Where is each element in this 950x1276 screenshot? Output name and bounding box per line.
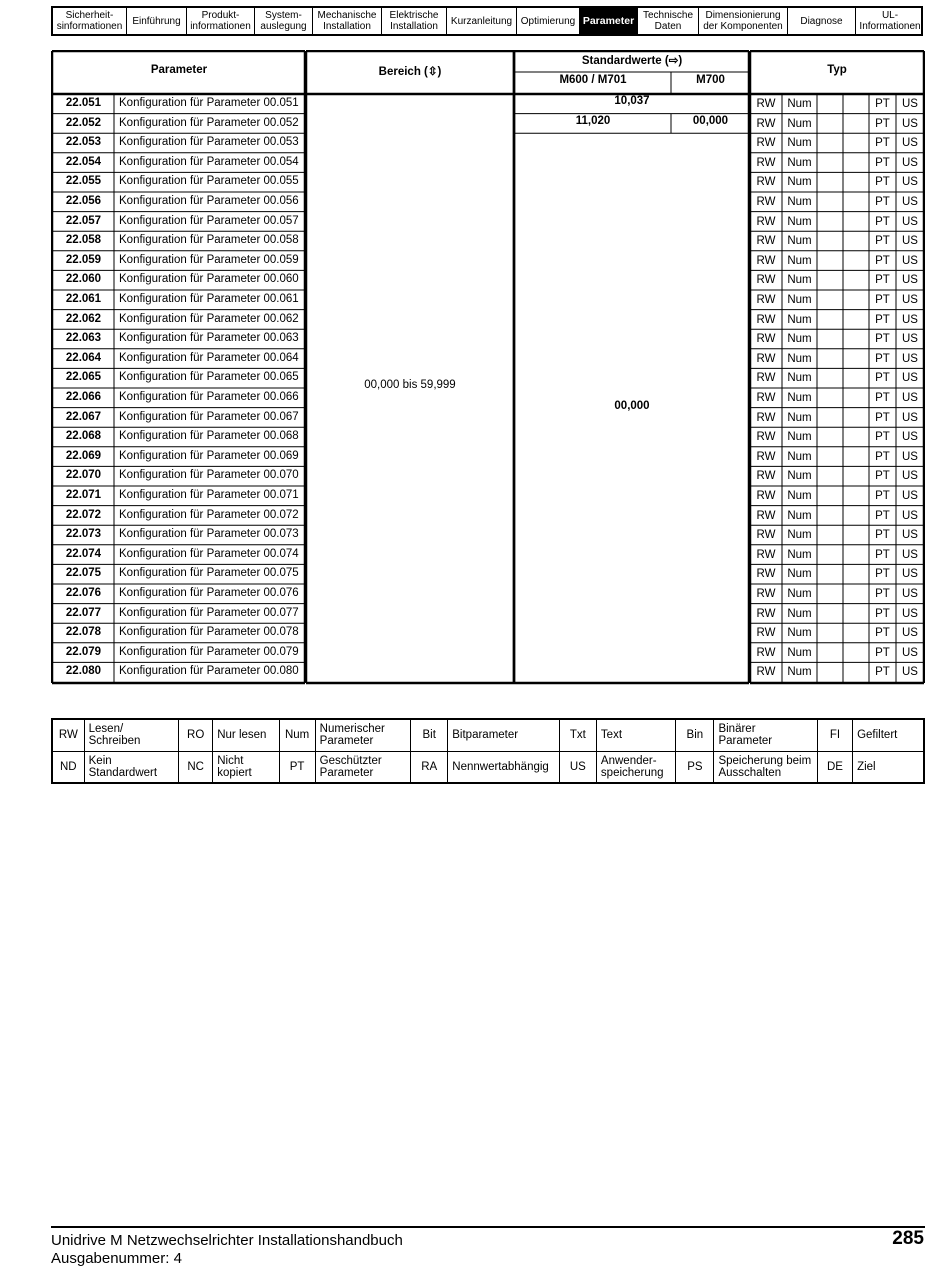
legend-abbr: Bit — [411, 719, 448, 751]
type-cell: US — [902, 98, 918, 110]
range-value: 00,000 bis 59,999 — [364, 379, 456, 391]
type-cell: PT — [875, 548, 890, 561]
type-cell: Num — [787, 176, 812, 189]
type-cell: PT — [875, 529, 890, 542]
type-cell: US — [902, 392, 918, 404]
param-id: 22.075 — [65, 567, 102, 580]
legend-abbr: Txt — [559, 719, 596, 751]
type-cell: Num — [787, 607, 812, 620]
param-id: 22.061 — [65, 293, 102, 305]
type-cell: US — [902, 588, 918, 600]
type-cell: RW — [756, 490, 776, 502]
type-cell: Num — [787, 431, 812, 444]
legend-text: Lesen/ Schreiben — [84, 719, 178, 751]
type-cell: US — [902, 352, 918, 365]
footer-issue: Ausgabenummer: 4 — [51, 1250, 182, 1267]
type-cell: Num — [787, 646, 812, 659]
type-cell: RW — [756, 137, 776, 150]
type-cell: Num — [787, 235, 812, 248]
type-cell: Num — [787, 392, 812, 404]
legend-text: Nur lesen — [213, 719, 279, 751]
type-cell: RW — [756, 176, 776, 189]
tab-parameter[interactable]: Parameter — [580, 8, 638, 34]
param-id: 22.058 — [65, 234, 102, 247]
param-id: 22.069 — [65, 449, 102, 462]
param-description: Konfiguration für Parameter 00.070 — [119, 469, 299, 482]
type-cell: RW — [756, 352, 776, 365]
param-id: 22.054 — [65, 155, 102, 168]
footer-rule — [51, 1226, 925, 1228]
type-cell: US — [902, 529, 918, 542]
type-cell: PT — [875, 392, 890, 404]
param-id: 22.051 — [65, 97, 102, 109]
param-description: Konfiguration für Parameter 00.076 — [119, 587, 299, 599]
param-id: 22.057 — [65, 214, 102, 227]
type-cell: Num — [787, 313, 812, 326]
param-id: 22.077 — [65, 606, 102, 619]
type-cell: RW — [756, 235, 776, 248]
param-description: Konfiguration für Parameter 00.079 — [119, 645, 299, 658]
type-cell: RW — [756, 372, 776, 385]
type-cell: RW — [756, 470, 776, 483]
type-cell: PT — [875, 176, 890, 189]
param-id: 22.052 — [65, 116, 102, 129]
param-description: Konfiguration für Parameter 00.054 — [119, 155, 299, 168]
type-cell: Num — [787, 666, 812, 679]
param-description: Konfiguration für Parameter 00.068 — [119, 430, 299, 443]
type-cell: Num — [787, 196, 812, 208]
type-cell: PT — [875, 313, 890, 326]
type-cell: US — [902, 215, 918, 228]
type-cell: RW — [756, 313, 776, 326]
type-cell: PT — [875, 117, 890, 130]
type-cell: Num — [787, 548, 812, 561]
tab-sicherheit-sinformationen[interactable]: Sicherheit- sinformationen — [53, 8, 127, 34]
type-cell: PT — [875, 156, 890, 169]
type-cell: PT — [875, 254, 890, 267]
type-cell: RW — [756, 411, 776, 424]
param-description: Konfiguration für Parameter 00.056 — [119, 195, 299, 207]
type-cell: RW — [756, 607, 776, 620]
param-description: Konfiguration für Parameter 00.058 — [119, 234, 299, 247]
type-cell: RW — [756, 568, 776, 581]
param-description: Konfiguration für Parameter 00.069 — [119, 449, 299, 462]
type-cell: RW — [756, 156, 776, 169]
type-cell: US — [902, 627, 918, 640]
param-id: 22.065 — [65, 371, 102, 384]
type-cell: Num — [787, 470, 812, 483]
tab-produkt-informationen[interactable]: Produkt- informationen — [187, 8, 255, 34]
tab-kurzanleitung[interactable]: Kurzanleitung — [447, 8, 517, 34]
param-description: Konfiguration für Parameter 00.072 — [119, 508, 299, 521]
param-id: 22.071 — [65, 489, 102, 501]
legend-text: Ziel — [853, 751, 924, 783]
default-value-common: 00,000 — [614, 400, 650, 412]
param-description: Konfiguration für Parameter 00.063 — [119, 332, 299, 345]
legend-abbr: RA — [411, 751, 448, 783]
type-cell: RW — [756, 548, 776, 561]
type-cell: US — [902, 509, 918, 522]
param-description: Konfiguration für Parameter 00.066 — [119, 391, 299, 403]
param-id: 22.053 — [65, 136, 102, 149]
type-cell: RW — [756, 627, 776, 640]
header-type: Typ — [827, 64, 847, 76]
legend-abbr: RO — [179, 719, 213, 751]
param-description: Konfiguration für Parameter 00.055 — [119, 175, 299, 188]
param-id: 22.055 — [65, 175, 102, 188]
type-cell: Num — [787, 372, 812, 385]
type-cell: RW — [756, 431, 776, 444]
type-cell: PT — [875, 450, 890, 463]
legend-abbr: RW — [52, 719, 84, 751]
type-cell: US — [902, 156, 918, 169]
parameter-table — [51, 50, 925, 685]
param-id: 22.072 — [65, 508, 102, 521]
type-cell: US — [902, 568, 918, 581]
type-cell: Num — [787, 352, 812, 365]
type-cell: RW — [756, 215, 776, 228]
type-cell: US — [902, 274, 918, 287]
type-cell: RW — [756, 117, 776, 130]
param-description: Konfiguration für Parameter 00.071 — [119, 489, 299, 501]
param-id: 22.060 — [65, 273, 102, 286]
type-cell: PT — [875, 666, 890, 679]
tab-dimensionierung-der-komponenten[interactable]: Dimensionierung der Komponenten — [699, 8, 788, 34]
legend-abbr: US — [559, 751, 596, 783]
param-id: 22.073 — [65, 528, 102, 541]
type-cell: Num — [787, 137, 812, 150]
tab-elektrische-installation[interactable]: Elektrische Installation — [382, 8, 447, 34]
type-cell: US — [902, 254, 918, 267]
legend-abbr: ND — [52, 751, 84, 783]
type-cell: Num — [787, 627, 812, 640]
param-description: Konfiguration für Parameter 00.053 — [119, 136, 299, 149]
type-cell: RW — [756, 450, 776, 463]
type-cell: US — [902, 431, 918, 444]
param-description: Konfiguration für Parameter 00.061 — [119, 293, 299, 305]
type-cell: RW — [756, 392, 776, 404]
type-cell: PT — [875, 137, 890, 150]
param-description: Konfiguration für Parameter 00.078 — [119, 626, 299, 639]
param-description: Konfiguration für Parameter 00.074 — [119, 547, 299, 560]
param-id: 22.067 — [65, 410, 102, 423]
tab-system-auslegung[interactable]: System- auslegung — [255, 8, 313, 34]
legend-abbr: Bin — [676, 719, 714, 751]
param-description: Konfiguration für Parameter 00.060 — [119, 273, 299, 286]
type-cell: PT — [875, 294, 890, 306]
param-id: 22.070 — [65, 469, 102, 482]
tab-ul-informationen[interactable]: UL- Informationen — [859, 10, 921, 32]
header-range: Bereich (⇳) — [378, 66, 442, 78]
type-cell: RW — [756, 274, 776, 287]
type-cell: PT — [875, 352, 890, 365]
param-id: 22.068 — [65, 430, 102, 443]
type-cell: Num — [787, 529, 812, 542]
type-cell: Num — [787, 450, 812, 463]
type-cell: US — [902, 196, 918, 208]
type-cell: US — [902, 137, 918, 150]
type-cell: PT — [875, 235, 890, 248]
param-id: 22.080 — [65, 665, 102, 678]
type-cell: Num — [787, 117, 812, 130]
legend-text: Anwender- speicherung — [596, 751, 675, 783]
type-cell: US — [902, 411, 918, 424]
legend-abbr: FI — [817, 719, 852, 751]
type-cell: US — [902, 294, 918, 306]
type-cell: PT — [875, 98, 890, 110]
default-value-m700: 00,000 — [692, 114, 729, 127]
param-description: Konfiguration für Parameter 00.080 — [119, 665, 299, 678]
type-cell: Num — [787, 274, 812, 287]
param-id: 22.066 — [65, 391, 102, 403]
legend-abbr: NC — [179, 751, 213, 783]
param-description: Konfiguration für Parameter 00.052 — [119, 116, 299, 129]
type-cell: US — [902, 313, 918, 326]
type-cell: Num — [787, 215, 812, 228]
type-cell: RW — [756, 333, 776, 346]
param-id: 22.062 — [65, 312, 102, 325]
type-cell: PT — [875, 215, 890, 228]
legend-text: Speicherung beim Ausschalten — [714, 751, 817, 783]
type-cell: US — [902, 176, 918, 189]
type-cell: RW — [756, 294, 776, 306]
param-description: Konfiguration für Parameter 00.062 — [119, 312, 299, 325]
type-cell: PT — [875, 646, 890, 659]
type-cell: PT — [875, 470, 890, 483]
type-cell: RW — [756, 98, 776, 110]
type-cell: US — [902, 490, 918, 502]
type-cell: PT — [875, 509, 890, 522]
abbreviation-legend — [51, 718, 925, 784]
type-cell: RW — [756, 509, 776, 522]
legend-text: Gefiltert — [853, 719, 924, 751]
param-description: Konfiguration für Parameter 00.051 — [119, 97, 299, 109]
type-cell: US — [902, 333, 918, 346]
legend-text: Geschützter Parameter — [315, 751, 410, 783]
type-cell: Num — [787, 411, 812, 424]
type-cell: US — [902, 372, 918, 385]
type-cell: PT — [875, 568, 890, 581]
type-cell: PT — [875, 411, 890, 424]
param-id: 22.056 — [65, 195, 102, 207]
tab-einführung[interactable]: Einführung — [127, 8, 187, 34]
legend-text: Kein Standardwert — [84, 751, 178, 783]
param-id: 22.076 — [65, 587, 102, 599]
footer-title: Unidrive M Netzwechselrichter Installationshandbuch — [51, 1232, 403, 1249]
param-description: Konfiguration für Parameter 00.077 — [119, 606, 299, 619]
type-cell: RW — [756, 196, 776, 208]
param-description: Konfiguration für Parameter 00.073 — [119, 528, 299, 541]
type-cell: RW — [756, 666, 776, 679]
type-cell: US — [902, 548, 918, 561]
param-description: Konfiguration für Parameter 00.057 — [119, 214, 299, 227]
type-cell: Num — [787, 156, 812, 169]
type-cell: PT — [875, 627, 890, 640]
param-description: Konfiguration für Parameter 00.064 — [119, 351, 299, 364]
tab-diagnose[interactable]: Diagnose — [788, 8, 856, 34]
type-cell: Num — [787, 254, 812, 267]
type-cell: US — [902, 117, 918, 130]
type-cell: RW — [756, 588, 776, 600]
tab-mechanische-installation[interactable]: Mechanische Installation — [313, 8, 382, 34]
type-cell: PT — [875, 607, 890, 620]
default-value-both: 10,037 — [614, 95, 650, 107]
legend-abbr: DE — [817, 751, 852, 783]
type-cell: Num — [787, 98, 812, 110]
param-id: 22.078 — [65, 626, 102, 639]
type-cell: Num — [787, 568, 812, 581]
legend-text: Binärer Parameter — [714, 719, 817, 751]
header-defaults: Standardwerte (⇨) — [581, 55, 683, 67]
legend-text: Nennwertabhängig — [448, 751, 560, 783]
tab-optimierung[interactable]: Optimierung — [517, 8, 580, 34]
type-cell: Num — [787, 490, 812, 502]
type-cell: Num — [787, 588, 812, 600]
type-cell: PT — [875, 196, 890, 208]
param-description: Konfiguration für Parameter 00.075 — [119, 567, 299, 580]
param-description: Konfiguration für Parameter 00.059 — [119, 253, 299, 266]
param-id: 22.059 — [65, 253, 102, 266]
legend-text: Bitparameter — [448, 719, 560, 751]
chapter-tab-bar — [51, 6, 923, 36]
param-id: 22.079 — [65, 645, 102, 658]
type-cell: PT — [875, 490, 890, 502]
legend-text: Text — [596, 719, 675, 751]
type-cell: US — [902, 607, 918, 620]
type-cell: Num — [787, 509, 812, 522]
legend-abbr: PT — [279, 751, 315, 783]
type-cell: PT — [875, 588, 890, 600]
param-id: 22.063 — [65, 332, 102, 345]
type-cell: PT — [875, 372, 890, 385]
legend-abbr: Num — [279, 719, 315, 751]
type-cell: RW — [756, 529, 776, 542]
type-cell: US — [902, 666, 918, 679]
page-number: 285 — [892, 1228, 924, 1249]
param-id: 22.074 — [65, 547, 102, 560]
type-cell: US — [902, 450, 918, 463]
header-parameter: Parameter — [150, 64, 208, 76]
param-id: 22.064 — [65, 351, 102, 364]
header-m700: M700 — [696, 74, 725, 86]
param-description: Konfiguration für Parameter 00.065 — [119, 371, 299, 384]
param-description: Konfiguration für Parameter 00.067 — [119, 410, 299, 423]
type-cell: PT — [875, 431, 890, 444]
legend-abbr: PS — [676, 751, 714, 783]
type-cell: RW — [756, 646, 776, 659]
legend-text: Numerischer Parameter — [315, 719, 410, 751]
legend-text: Nicht kopiert — [213, 751, 279, 783]
type-cell: US — [902, 235, 918, 248]
type-cell: US — [902, 646, 918, 659]
type-cell: PT — [875, 333, 890, 346]
default-value-m600: 11,020 — [575, 114, 611, 127]
type-cell: Num — [787, 294, 812, 306]
type-cell: RW — [756, 254, 776, 267]
type-cell: PT — [875, 274, 890, 287]
tab-technische-daten[interactable]: Technische Daten — [638, 8, 699, 34]
type-cell: Num — [787, 333, 812, 346]
header-m600-m701: M600 / M701 — [559, 74, 627, 86]
type-cell: US — [902, 470, 918, 483]
